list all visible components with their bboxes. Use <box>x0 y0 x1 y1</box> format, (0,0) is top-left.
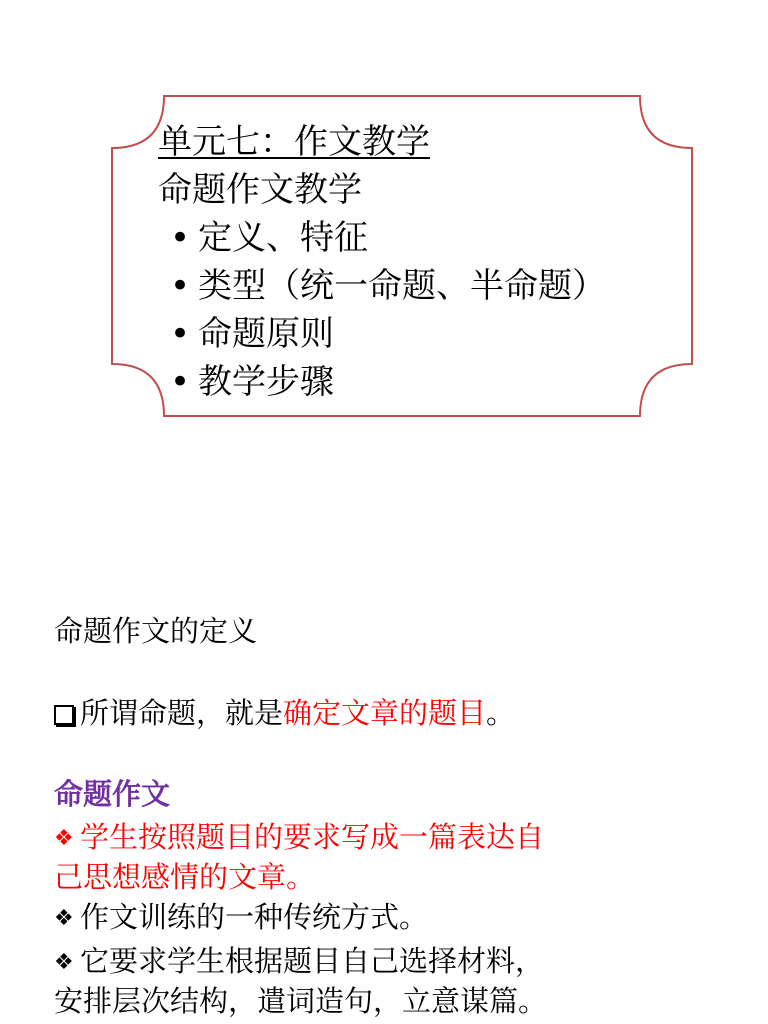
essay-point-3 <box>54 942 744 1020</box>
unit-title: 单元七：作文教学 <box>158 122 430 162</box>
diamond-bullet-icon: ❖ <box>54 950 74 975</box>
essay-point-3-line-1: 它要求学生根据题目自己选择材料， <box>80 944 545 978</box>
bullet-icon: • <box>170 218 191 258</box>
bullet-icon: • <box>170 266 191 306</box>
checkbox-square-icon <box>54 705 74 725</box>
outline-item <box>158 310 678 358</box>
bullet-icon: • <box>170 314 191 354</box>
outline-item-label: 教学步骤 <box>198 362 334 402</box>
bullet-icon: • <box>170 362 191 402</box>
diamond-bullet-icon: ❖ <box>54 826 74 851</box>
outline-item-label: 类型（统一命题、半命题） <box>198 266 606 306</box>
essay-point-1 <box>54 818 744 896</box>
definition-point <box>54 694 744 732</box>
outline-item <box>158 358 678 406</box>
definition-suffix: 。 <box>486 696 516 730</box>
outline-item <box>158 262 678 310</box>
essay-point-1-line-2: 己思想感情的文章。 <box>54 860 316 894</box>
outline-item <box>158 214 678 262</box>
essay-heading: 命题作文 <box>54 777 171 811</box>
outline-box <box>158 118 678 406</box>
unit-subtitle: 命题作文教学 <box>158 170 362 210</box>
outline-item-label: 定义、特征 <box>198 218 368 258</box>
essay-point-2-text: 作文训练的一种传统方式。 <box>80 900 429 934</box>
definition-highlight: 确定文章的题目 <box>283 696 487 730</box>
essay-point-2 <box>54 898 744 938</box>
definition-heading: 命题作文的定义 <box>54 614 258 648</box>
outline-item-label: 命题原则 <box>198 314 334 354</box>
essay-point-3-line-2: 安排层次结构，遣词造句，立意谋篇。 <box>54 984 548 1018</box>
essay-point-1-line-1: 学生按照题目的要求写成一篇表达自 <box>80 820 545 854</box>
diamond-bullet-icon: ❖ <box>54 906 74 931</box>
definition-prefix: 所谓命题，就是 <box>80 696 284 730</box>
